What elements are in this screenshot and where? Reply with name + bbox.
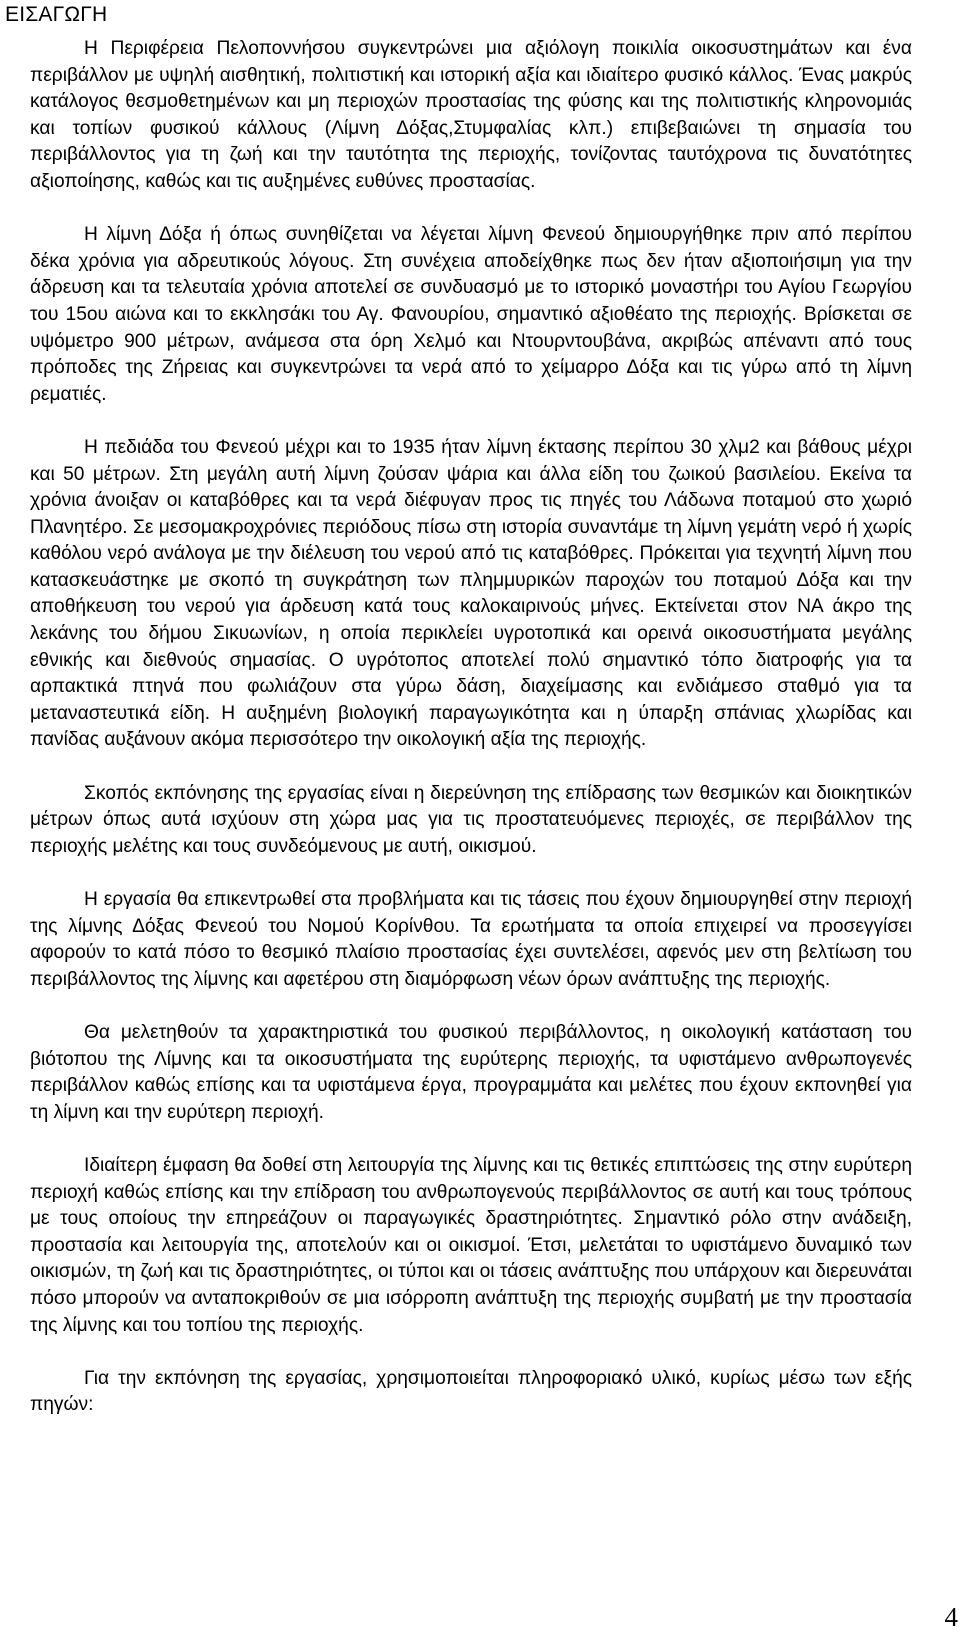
paragraph-6: Θα μελετηθούν τα χαρακτηριστικά του φυσικού περιβάλλοντος, η οικολογική κατάσταση του βιότοπου της Λίμνης και τα οικοσυστήματα της ευρύτερης περιοχής, τα υφιστάμενο ανθρωπογενές περιβάλλον καθώς επίσης και τα υφιστάμενα έργα, προγραμμάτα και μελέτες που έχουν εκπονηθεί για τη λίμνη και την ευρύτερη περιοχή. [30,1021,912,1123]
paragraph-3: Η πεδιάδα του Φενεού μέχρι και το 1935 ήταν λίμνη έκτασης περίπου 30 χλμ2 και βάθους μέχρι και 50 μέτρων. Στη μεγάλη αυτή λίμνη ζούσαν ψάρια και άλλα είδη του ζωικού βασιλείου. Εκείνα τα χρόνια άνοιξαν οι καταβόθρες και τα νερά διέφυγαν προς τις πηγές του Λάδωνα ποταμού στο χωριό Πλανητέρο. Σε μεσομακροχρόνιες περιόδους πίσω στη ιστορία συναντάμε τη λίμνη γεμάτη νερό ή χωρίς καθόλου νερό ανάλογα με την διέλευση του νερού από τις καταβόθρες. Πρόκειται για τεχνητή λίμνη που κατασκευάστηκε με σκοπό τη συγκράτηση των πλημμυρικών παροχών του ποταμού Δόξα και την αποθήκευση του νερού για άρδευση κατά τους καλοκαιρινούς μήνες. Εκτείνεται στον ΝΑ άκρο της λεκάνης του δήμου Σικυωνίων, η οποία περικλείει υγροτοπικά και ορεινά οικοσυστήματα μεγάλης εθνικής και διεθνούς σημασίας. Ο υγρότοπος αποτελεί πολύ σημαντικό τόπο διατροφής για τα αρπακτικά πτηνά που φωλιάζουν στα γύρω δάση, διαχείμασης και ενδιάμεσο σταθμό για τα μεταναστευτικά είδη. Η αυξημένη βιολογική παραγωγικότητα και η ύπαρξη σπάνιας χλωρίδας και πανίδας αυξάνουν ακόμα περισσότερο την οικολογική αξία της περιοχής. [30,436,912,751]
paragraph-8: Για την εκπόνηση της εργασίας, χρησιμοποιείται πληροφοριακό υλικό, κυρίως μέσω των εξής πηγών: [30,1367,912,1416]
paragraph-7: Ιδιαίτερη έμφαση θα δοθεί στη λειτουργία της λίμνης και τις θετικές επιπτώσεις της στην ευρύτερη περιοχή καθώς επίσης και την επίδραση του ανθρωπογενούς περιβάλλοντος σε αυτή και τους τρόπους με τους οποίους την επηρεάζουν οι παραγωγικές δραστηριότητες. Σημαντικό ρόλο στην ανάδειξη, προστασία και λειτουργία της, αποτελούν και οι οικισμοί. Έτσι, μελετάται το υφιστάμενο δυναμικό των οικισμών, τη ζωή και τις δραστηριότητες, οι τύποι και οι τάσεις ανάπτυξης που υπάρχουν και διερευνάται πόσο μπορούν να ανταποκριθούν σε μια ισόρροπη ανάπτυξη της περιοχής συμβατή με την προστασία της λίμνης και του τοπίου της περιοχής. [30,1154,912,1336]
body-text [30,36,912,1445]
paragraph-2: Η λίμνη Δόξα ή όπως συνηθίζεται να λέγεται λίμνη Φενεού δημιουργήθηκε πριν από περίπου δέκα χρόνια για αδρευτικούς λόγους. Στη συνέχεια αποδείχθηκε πως δεν ήταν αξιοποιήσιμη για την άδρευση και τα τελευταία χρόνια αποτελεί σε συνδυασμό με το ιστορικό μοναστήρι του Αγίου Γεωργίου του 15ου αιώνα και το εκκλησάκι του Αγ. Φανουρίου, σημαντικό αξιοθέατο της περιοχής. Βρίσκεται σε υψόμετρο 900 μέτρων, ανάμεσα στα όρη Χελμό και Ντουρντουβάνα, ακριβώς απέναντι από τους πρόποδες της Ζήρειας και συγκεντρώνει τα νερά από το χείμαρρο Δόξα και τις γύρω από τη λίμνη ρεματιές. [30,224,912,405]
paragraph-4: Σκοπός εκπόνησης της εργασίας είναι η διερεύνηση της επίδρασης των θεσμικών και διοικητικών μέτρων όπως αυτά ισχύουν στη χώρα μας για τις προστατευόμενες περιοχές, σε περιβάλλον της περιοχής μελέτης και τους συνδεόμενους με αυτή, οικισμού. [30,782,912,857]
paragraph-1: Η Περιφέρεια Πελοποννήσου συγκεντρώνει μια αξιόλογη ποικιλία οικοσυστημάτων και ένα περιβάλλον με υψηλή αισθητική, πολιτιστική και ιστορική αξία και ιδιαίτερο φυσικό κάλλος. Ένας μακρύς κατάλογος θεσμοθετημένων και μη περιοχών προστασίας της φύσης και της πολιτιστικής κληρονομιάς και τοπίων φυσικού κάλλους (Λίμνη Δόξας,Στυμφαλίας κλπ.) επιβεβαιώνει τη σημασία του περιβάλλοντος για τη ζωή και την ταυτότητα της περιοχής, τονίζοντας ταυτόχρονα τις δυνατότητες αξιοποίησης, καθώς και τις αυξημένες ευθύνες προστασίας. [30,38,912,192]
paragraph-5: Η εργασία θα επικεντρωθεί στα προβλήματα και τις τάσεις που έχουν δημιουργηθεί στην περιοχή της λίμνης Δόξας Φενεού του Νομού Κορίνθου. Τα ερωτήματα τα οποία επιχειρεί να προσεγγίσει αφορούν το κατά πόσο το θεσμικό πλαίσιο προστασίας έχει συντελέσει, αφενός μεν στη βελτίωση του περιβάλλοντος της λίμνης και αφετέρου στη διαμόρφωση νέων όρων ανάπτυξης της περιοχής. [30,889,912,990]
section-heading: ΕΙΣΑΓΩΓΗ [5,3,108,26]
page-number: 4 [944,1602,958,1632]
